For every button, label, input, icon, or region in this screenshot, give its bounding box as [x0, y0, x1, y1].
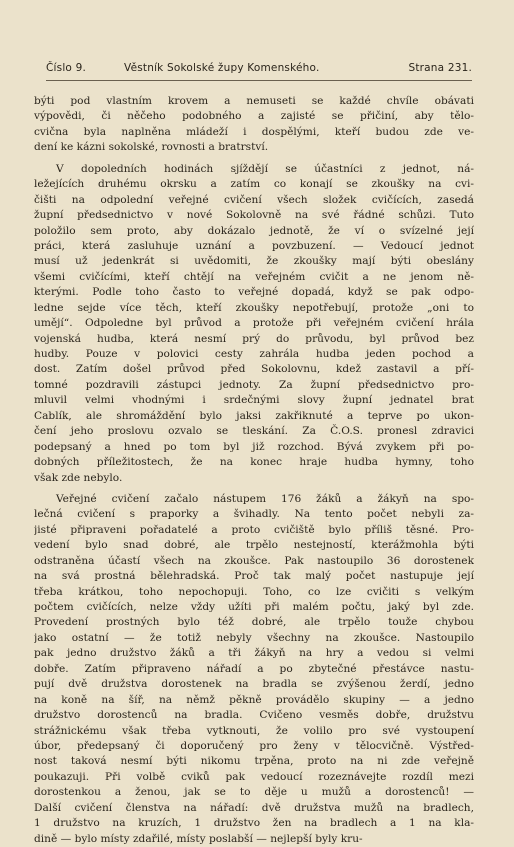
text-line: čišti na odpolední veřejné cvičení všech složek cvičících, zasedá — [34, 193, 474, 206]
paragraph — [34, 94, 474, 156]
text-line: Cablík, ale shromáždění bylo jaksi zakřiknuté a teprve po ukon- — [34, 409, 474, 422]
text-line: pak jedno družstvo žáků a tři žákyň na hry a vedou si velmi — [34, 647, 474, 660]
text-line: na koně na šíř, na němž pěkně provádělo skupiny — a jedno — [34, 693, 474, 706]
text-line: musí už jedenkrát si uvědomiti, že zkoušky mají býti obeslány — [34, 255, 474, 268]
text-line: však zde nebylo. — [34, 471, 123, 484]
journal-title: Věstník Sokolské župy Komenského. — [124, 62, 320, 74]
text-line: 1 družstvo na kruzích, 1 družstvo žen na bradlech a 1 na kla- — [34, 817, 474, 830]
paragraph — [34, 492, 474, 847]
text-line: lečná cvičení s praporky a švihadly. Na tento počet nebyli za- — [34, 508, 474, 521]
text-line: strážnickému však třeba vytknouti, že volilo pro své vystoupení — [34, 724, 474, 737]
text-line: položilo sem proto, aby dokázalo jednotě, že ví o svízelné její — [34, 224, 474, 237]
issue-number: Číslo 9. — [46, 62, 87, 74]
text-line: podepsaný a hned po tom byl již rozchod. Bývá zvykem při po- — [34, 440, 474, 453]
text-line: cvična byla naplněna mládeží i dospělými, kteří budou zde ve- — [34, 125, 474, 138]
header-rule — [46, 80, 472, 81]
article-body — [34, 94, 474, 847]
text-line: čení jeho proslovu ozvalo se tleskání. Za Č.O.S. pronesl zdravici — [34, 425, 474, 438]
running-header — [46, 62, 472, 78]
text-line: dobře. Zatím připraveno nářadí a po zbytečné přestávce nastu- — [34, 662, 474, 675]
text-line: umějí“. Odpoledne byl průvod a protože při veřejném cvičení hrála — [34, 317, 474, 330]
text-line: poukazuji. Při volbě cviků pak vedoucí rozeznávejte rozdíl mezi — [34, 770, 474, 783]
text-line: výpovědi, či něčeho podobného a zajisté se přičiní, aby tělo- — [34, 110, 474, 123]
text-line: všemi cvičícími, kteří chtějí na veřejném cvičit a ne jenom ně- — [34, 270, 474, 283]
text-line: Provedení prostných bylo též dobré, ale trpělo touže chybou — [34, 616, 474, 629]
text-line: V dopoledních hodinách sjíždějí se účastníci z jednot, ná- — [56, 162, 474, 175]
text-line: býti pod vlastním krovem a nemuseti se každé chvíle obávati — [34, 95, 474, 107]
text-line: mluvil velmi vhodnými i srdečnými slovy župní jednatel brat — [34, 394, 474, 407]
page-number: Strana 231. — [408, 62, 472, 74]
text-line: tomné pozdravili zástupci jednoty. Za župní předsednictvo pro- — [34, 378, 474, 391]
text-line: jisté připraveni pořadatelé a proto cvičiště bylo příliš těsné. Pro- — [34, 523, 474, 536]
text-line: Další cvičení členstva na nářadí: dvě družstva mužů na bradlech, — [34, 801, 474, 814]
text-line: dorostenkou a ženou, jak se to děje u mužů a dorostenců! — — [34, 786, 474, 799]
paragraph — [34, 162, 474, 486]
text-line: na svá prostná bělehradská. Proč tak malý počet nastupuje její — [34, 570, 474, 583]
text-line: počtem cvičících, nelze vždy užíti při malém počtu, jaký byl zde. — [34, 601, 474, 613]
text-line: nost taková nesmí býti nikomu trpěna, proto na ni zde veřejně — [34, 755, 474, 768]
text-line: úbor, předepsaný či doporučený pro ženy v tělocvičně. Výstřed- — [34, 739, 474, 752]
text-line: vojenská hudba, která nesmí prý do průvodu, byl průvod bez — [34, 332, 474, 345]
text-line: pují dvě družstva dorostenek na bradla se zvýšenou žerdí, jedno — [34, 678, 474, 691]
text-line: vedení bylo snad dobré, ale trpělo nestejností, kterážmohla býti — [34, 539, 474, 552]
text-line: práci, která zasluhuje uznání a povzbuzení. — Vedoucí jednot — [34, 239, 474, 252]
text-line: třeba krátkou, toho nepochopuji. Toho, co lze cvičiti s velkým — [34, 585, 474, 598]
text-line: dině — bylo místy zdařilé, místy poslabší — nejlepší byly kru- — [34, 832, 363, 845]
text-line: dení ke kázni sokolské, rovnosti a bratrství. — [34, 141, 269, 154]
text-line: ležejících druhému okrsku a zatím co konají se zkoušky na cvi- — [34, 178, 474, 191]
text-line: župní předsednictvo v nové Sokolovně na své řádné schůzi. Tuto — [34, 209, 474, 222]
text-line: odstraněna účastí všech na zkoušce. Pak nastoupilo 36 dorostenek — [34, 554, 474, 567]
text-line: družstvo dorostenců na bradla. Cvičeno vesměs dobře, družstvu — [34, 709, 474, 722]
text-line: dost. Zatím došel průvod před Sokolovnu, kdež zastavil a pří- — [34, 363, 474, 376]
text-line: jako ostatní — že totiž nebyly všechny na zkoušce. Nastoupilo — [34, 631, 474, 644]
text-line: ledne sejde více těch, kteří zkoušky nepotřebují, protože „oni to — [34, 301, 474, 314]
text-line: kterými. Podle toho často to veřejné dopadá, když se pak odpo- — [34, 286, 474, 299]
text-line: dobných příležitostech, že na konec hraje hudba hymny, toho — [34, 456, 474, 469]
text-line: hudby. Pouze v polovici cesty zahrála hudba jeden pochod a — [34, 348, 474, 360]
text-line: Veřejné cvičení začalo nástupem 176 žáků a žákyň na spo- — [56, 492, 474, 505]
